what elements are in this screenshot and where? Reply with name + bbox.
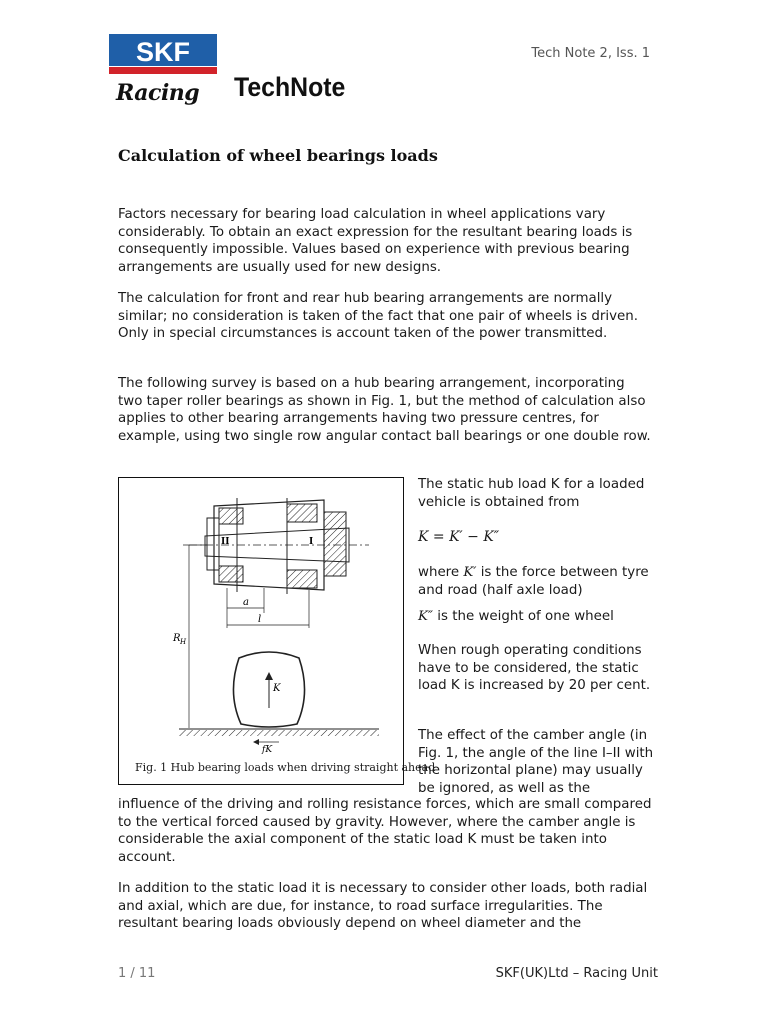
svg-text:fK: fK	[262, 745, 273, 755]
svg-text:R: R	[173, 633, 181, 644]
footer-company: SKF(UK)Ltd – Racing Unit	[495, 966, 658, 981]
page-title: Calculation of wheel bearings loads	[118, 146, 438, 165]
math-symbol: K″	[418, 609, 434, 624]
skf-logo	[109, 34, 217, 74]
svg-text:l: l	[258, 614, 262, 625]
svg-text:H: H	[180, 638, 187, 646]
math-symbol: K′	[463, 565, 477, 580]
paragraph: The following survey is based on a hub bearing arrangement, incorporating two taper roller bearings as shown in Fig. 1, but the method of calculation also applies to other bearing arrangements having two pressure centres, for example, using two single row angular contact ball bearings or one double row.	[118, 376, 651, 444]
racing-logo: Racing	[116, 80, 200, 106]
paragraph: In addition to the static load it is necessary to consider other loads, both radial and axial, which are due, for instance, to road surface irregularities. The resultant bearing loads obviously depend on wheel diameter and the	[118, 881, 648, 931]
paragraph: The static hub load K for a loaded vehicle is obtained from	[418, 477, 645, 510]
paragraph: influence of the driving and rolling resistance forces, which are small compared to the vertical forced caused by gravity. However, where the camber angle is considerable the axial component of the static load K must be taken into account.	[118, 797, 652, 865]
paragraph: K″ is the weight of one wheel	[418, 609, 614, 624]
svg-text:K: K	[273, 683, 281, 694]
equation: K = K′ − K″	[418, 529, 500, 545]
hub-bearing-diagram	[119, 478, 403, 784]
svg-text:a: a	[243, 597, 249, 608]
svg-text:SKF: SKF	[136, 37, 190, 67]
paragraph: where K′ is the force between tyre and road (half axle load)	[418, 565, 649, 598]
paragraph: Factors necessary for bearing load calculation in wheel applications vary considerably. To obtain an exact expression for the resultant bearing loads is consequently impossible. Values based on experience with previous bearing arrangements are usually used for new designs.	[118, 207, 633, 275]
page-number: 1 / 11	[118, 966, 156, 981]
svg-text:I: I	[309, 537, 314, 547]
svg-text:II: II	[221, 537, 230, 547]
paragraph: When rough operating conditions have to be considered, the static load K is increased by 20 per cent.	[418, 643, 651, 693]
document-reference: Tech Note 2, Iss. 1	[531, 46, 650, 61]
technote-label: TechNote	[234, 72, 346, 102]
paragraph: The effect of the camber angle (in Fig. 1, the angle of the line I–II with the horizontal plane) may usually be ignored, as well as the	[418, 728, 654, 796]
figure-hub-bearing	[118, 477, 436, 785]
paragraph: The calculation for front and rear hub bearing arrangements are normally similar; no consideration is taken of the fact that one pair of wheels is driven. Only in special circumstances is account taken of the power transmitted.	[118, 291, 638, 341]
figure-caption: Fig. 1 Hub bearing loads when driving straight ahead	[135, 761, 436, 774]
